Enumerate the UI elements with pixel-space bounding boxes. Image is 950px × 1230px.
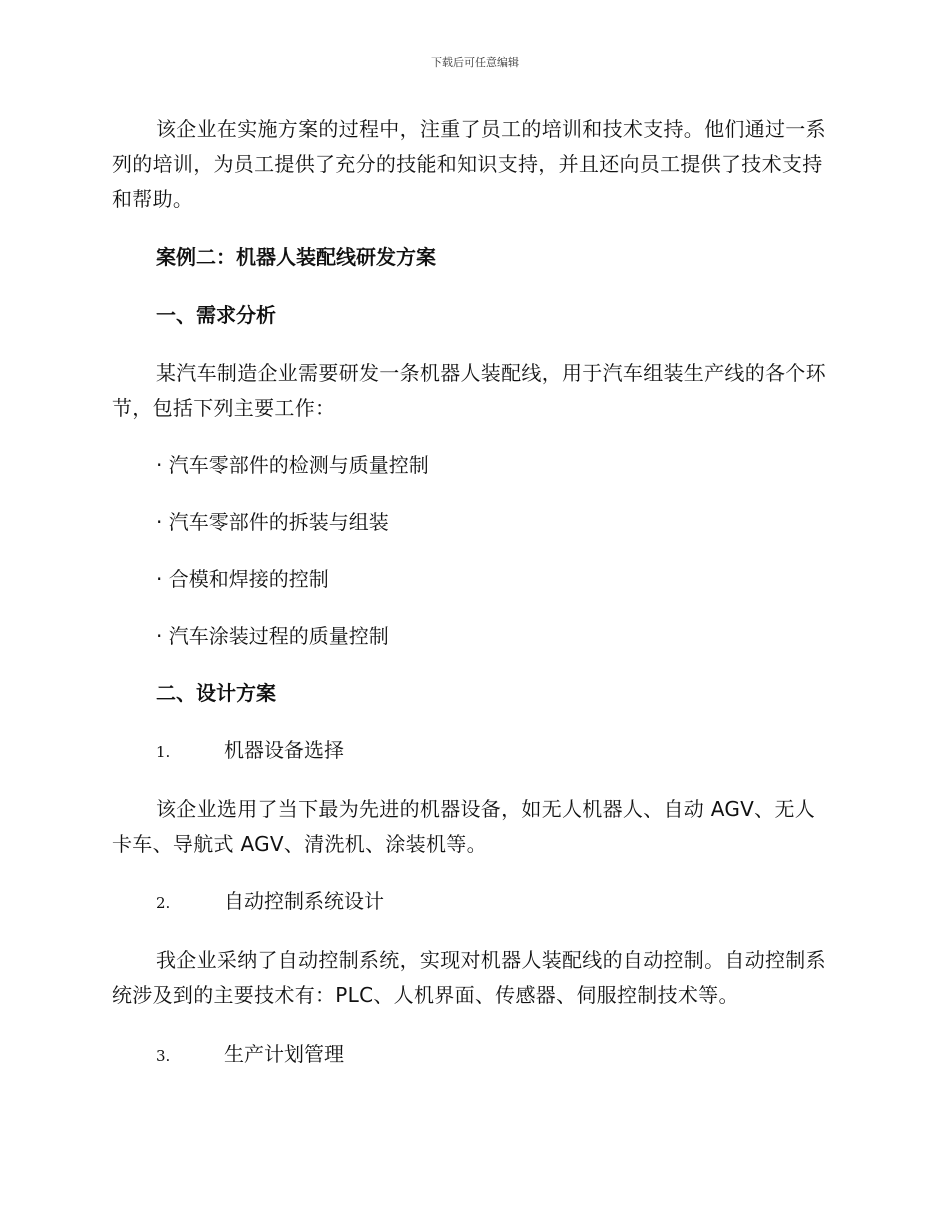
item-number: 1. bbox=[156, 743, 171, 761]
paragraph-requirements: 某汽车制造企业需要研发一条机器人装配线，用于汽车组装生产线的各个环节，包括下列主要工作： bbox=[112, 361, 826, 420]
item-label: 生产计划管理 bbox=[224, 1042, 344, 1066]
item-label: 机器设备选择 bbox=[224, 738, 344, 762]
paragraph-control-system: 我企业采纳了自动控制系统，实现对机器人装配线的自动控制。自动控制系统涉及到的主要技术有：PLC、人机界面、传感器、伺服控制技术等。 bbox=[112, 948, 826, 1007]
list-item: · 合模和焊接的控制 bbox=[156, 567, 329, 591]
list-item: · 汽车零部件的拆装与组装 bbox=[156, 510, 389, 534]
page-header: 下载后可任意编辑 bbox=[431, 56, 519, 69]
item-number: 2. bbox=[156, 894, 171, 912]
list-item: · 汽车涂装过程的质量控制 bbox=[156, 624, 389, 648]
numbered-item-equipment bbox=[112, 733, 834, 770]
paragraph-equipment: 该企业选用了当下最为先进的机器设备，如无人机器人、自动 AGV、无人卡车、导航式 AGV、清洗机、涂装机等。 bbox=[112, 797, 816, 856]
heading-case-two: 案例二：机器人装配线研发方案 bbox=[156, 245, 436, 269]
numbered-item-production-plan bbox=[112, 1037, 834, 1074]
item-label: 自动控制系统设计 bbox=[224, 889, 384, 913]
paragraph-training: 该企业在实施方案的过程中，注重了员工的培训和技术支持。他们通过一系列的培训，为员工提供了充分的技能和知识支持，并且还向员工提供了技术支持和帮助。 bbox=[112, 117, 826, 211]
item-number: 3. bbox=[156, 1047, 171, 1065]
heading-requirements: 一、需求分析 bbox=[156, 303, 276, 327]
numbered-item-control-system bbox=[112, 884, 834, 921]
heading-design: 二、设计方案 bbox=[156, 681, 276, 705]
document-body bbox=[112, 112, 834, 1074]
list-item: · 汽车零部件的检测与质量控制 bbox=[156, 453, 429, 477]
